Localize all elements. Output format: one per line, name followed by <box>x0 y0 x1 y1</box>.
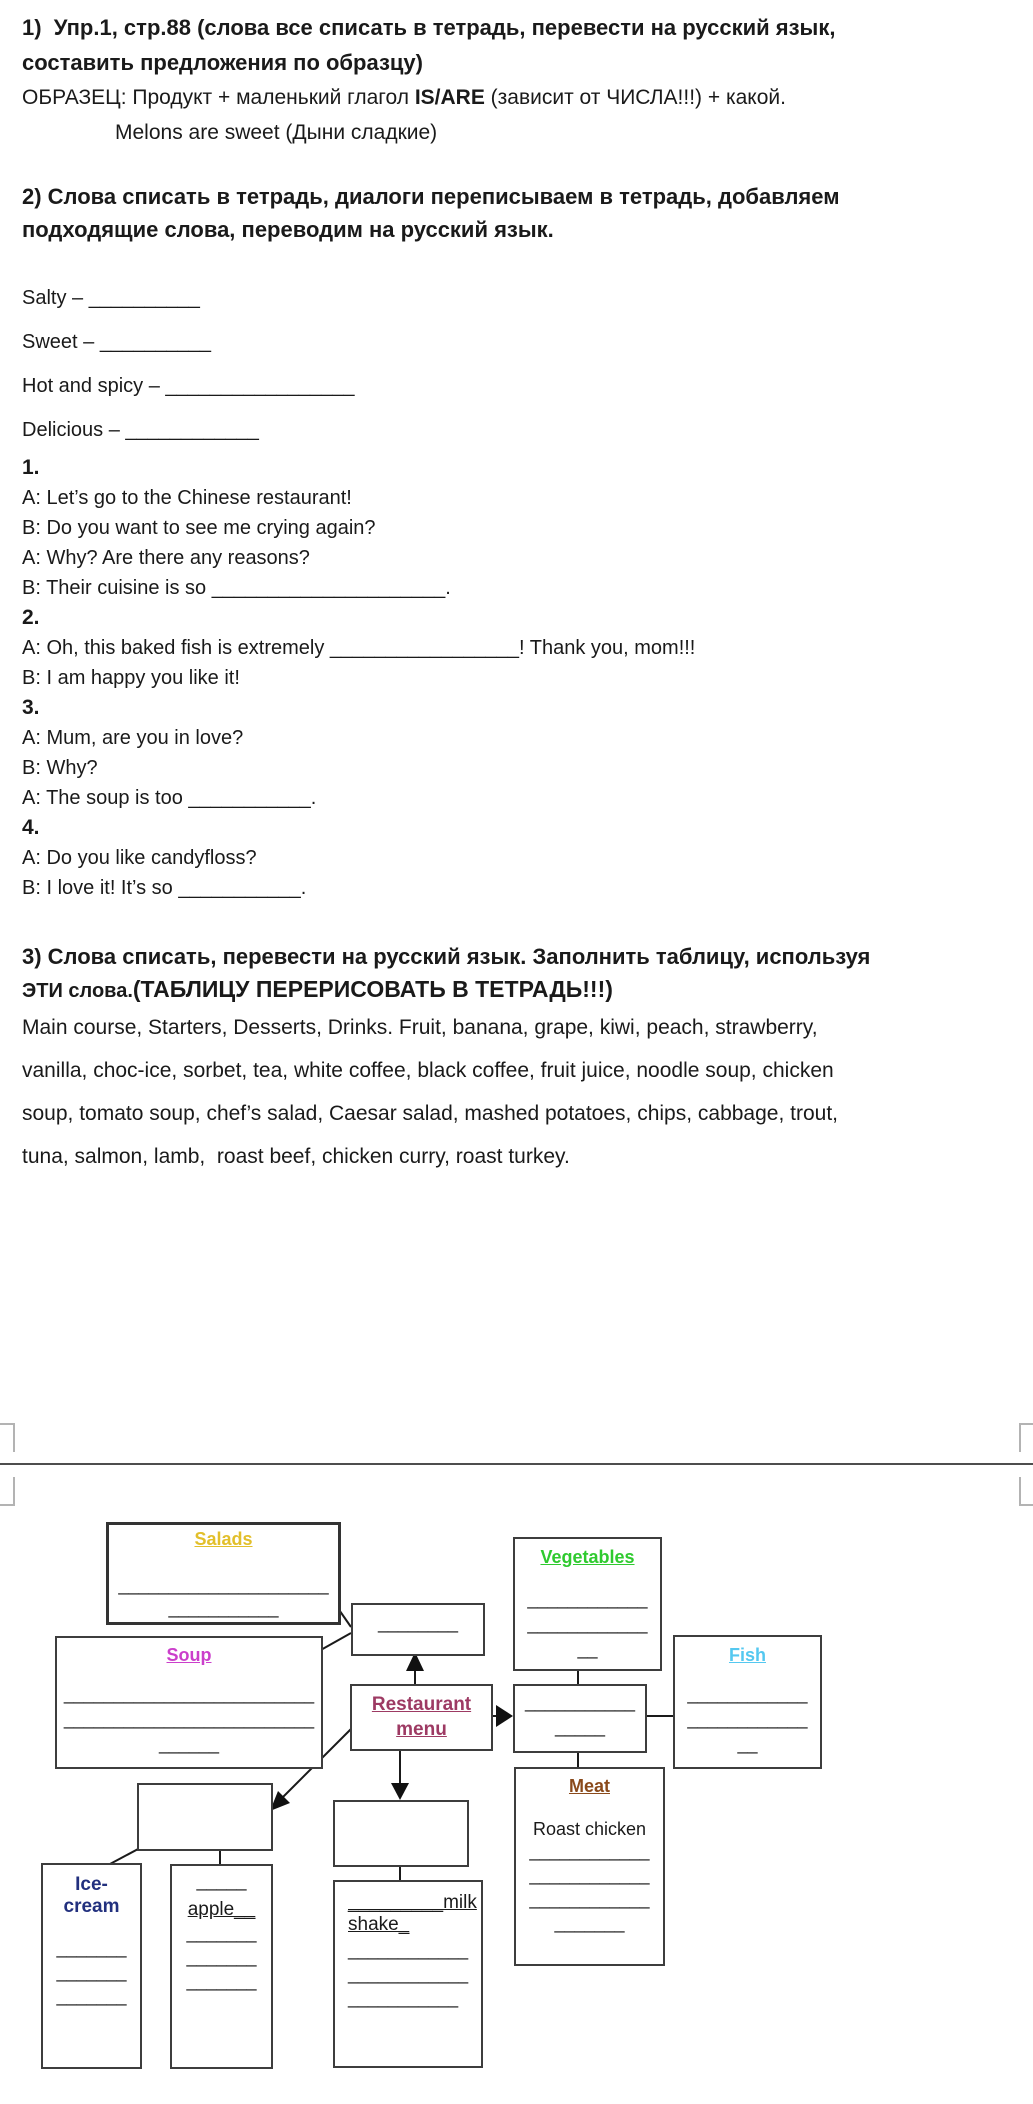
blank-line: ____________ <box>529 1865 650 1885</box>
dialog-number: 2. <box>22 606 40 629</box>
task1-heading <box>22 10 1023 150</box>
dialog-number: 4. <box>22 816 40 839</box>
blank-line: ____________ <box>348 1964 469 1984</box>
ice-cream-title-line2: cream <box>63 1896 120 1917</box>
sample-text-pre: ОБРАЗЕЦ: Продукт + маленький глагол <box>22 86 415 109</box>
blank-line: ____________ <box>529 1841 650 1861</box>
restaurant-menu-box <box>350 1684 493 1751</box>
dialog-number: 3. <box>22 696 40 719</box>
blank-line: ____________ <box>529 1889 650 1909</box>
blank-line: _______ <box>56 1962 127 1982</box>
apple-label: apple__ <box>187 1899 256 1920</box>
fish-box <box>673 1635 822 1769</box>
blank-line: __ <box>737 1734 758 1754</box>
word-list-line: tuna, salmon, lamb, roast beef, chicken curry, roast turkey. <box>22 1145 570 1168</box>
dialog-line: B: I love it! It’s so ___________. <box>22 877 307 899</box>
dialog-line: B: Why? <box>22 757 98 779</box>
meat-item-roast-chicken: Roast chicken <box>532 1819 647 1839</box>
blank-line: _______ <box>56 1986 127 2006</box>
blank-line: _______ <box>186 1971 257 1991</box>
task3-heading-line2 <box>22 973 1023 1009</box>
task3-warning: (ТАБЛИЦУ ПЕРЕРИСОВАТЬ В ТЕТРАДЬ!!!) <box>132 976 613 1002</box>
blank-line: _______ <box>186 1923 257 1943</box>
blank-line: __ <box>577 1639 598 1659</box>
soup-box <box>55 1636 323 1769</box>
unlabeled-box-desserts <box>137 1783 273 1851</box>
task1-sample-line <box>22 80 1023 115</box>
blank-line: ____________ <box>527 1589 648 1609</box>
blank-line: _________________________ <box>63 1709 315 1729</box>
blank-line: _______ <box>186 1947 257 1967</box>
task1-example-line: Melons are sweet (Дыни сладкие) <box>115 121 438 144</box>
task2-heading <box>22 180 1023 246</box>
dialogs-block <box>22 453 1023 903</box>
connector-line-soup <box>319 1633 351 1651</box>
dialog-line: A: Why? Are there any reasons? <box>22 547 310 569</box>
task2-heading-line2: подходящие слова, переводим на русский язык. <box>22 217 554 242</box>
restaurant-menu-title-line2: menu <box>396 1719 447 1740</box>
vocab-line-sweet: Sweet – __________ <box>22 331 212 353</box>
dialog-line: A: Do you like candyfloss? <box>22 847 257 869</box>
milk-shake-label-line1: _________milk <box>348 1892 477 1913</box>
meat-box <box>514 1767 665 1966</box>
arrow-diagonal-head-icon <box>270 1791 290 1811</box>
sample-text-bold: IS/ARE <box>414 86 485 109</box>
unlabeled-box-top <box>351 1603 485 1656</box>
blank-line: _______ <box>554 1913 625 1933</box>
vocab-list <box>22 276 1023 452</box>
blank-line: ______ <box>158 1734 220 1754</box>
soup-title: Soup <box>166 1645 212 1665</box>
fish-title: Fish <box>728 1645 766 1665</box>
blank-line: ___________ <box>524 1692 636 1712</box>
task3-emphasis: ЭТИ слова. <box>22 980 133 1002</box>
page-corner-mark <box>1019 1423 1033 1452</box>
page-corner-mark <box>0 1477 15 1506</box>
connector-line-icecream <box>110 1848 140 1864</box>
blank-line: _____ <box>554 1717 606 1737</box>
ice-cream-title-line1: Ice- <box>75 1874 108 1895</box>
word-list-line: soup, tomato soup, chef’s salad, Caesar salad, mashed potatoes, chips, cabbage, trout, <box>22 1102 838 1125</box>
arrow-down-head-icon <box>391 1783 409 1800</box>
blank-line: _________________________ <box>63 1684 315 1704</box>
task2-heading-line1: 2) Слова списать в тетрадь, диалоги переписываем в тетрадь, добавляем <box>22 184 840 209</box>
unlabeled-box-drinks <box>333 1800 469 1867</box>
page-corner-mark <box>1019 1477 1033 1506</box>
ice-cream-box <box>41 1863 142 2069</box>
dialog-line: A: Mum, are you in love? <box>22 727 244 749</box>
dialog-line: B: I am happy you like it! <box>22 667 240 689</box>
sample-text-post: (зависит от ЧИСЛА!!!) + какой. <box>484 86 786 109</box>
dialog-line: A: Let’s go to the Chinese restaurant! <box>22 487 352 509</box>
salads-box <box>106 1522 341 1625</box>
vocab-line-hot-and-spicy: Hot and spicy – _________________ <box>22 375 355 397</box>
salads-title: Salads <box>194 1529 253 1549</box>
vegetables-title: Vegetables <box>540 1547 635 1567</box>
blank-line: ____________ <box>527 1614 648 1634</box>
dialog-line: B: Their cuisine is so _____________________. <box>22 577 451 599</box>
blank-line: ____________ <box>348 1940 469 1960</box>
blank-line: _____________________ <box>118 1575 329 1595</box>
dialog-line: A: Oh, this baked fish is extremely _________________! Thank you, mom!!! <box>22 637 696 659</box>
unlabeled-box-middle <box>513 1684 647 1753</box>
task3-heading <box>22 940 1023 1009</box>
page-break-separator <box>0 1463 1033 1465</box>
arrow-right-head-icon <box>496 1705 513 1727</box>
restaurant-menu-title-line1: Restaurant <box>371 1694 472 1715</box>
blank-line: _____ <box>196 1871 247 1891</box>
dialog-line: B: Do you want to see me crying again? <box>22 517 376 539</box>
word-list-line: vanilla, choc-ice, sorbet, tea, white coffee, black coffee, fruit juice, noodle soup, chicken <box>22 1059 834 1082</box>
blank-line: ____________ <box>687 1684 808 1704</box>
dialog-line: A: The soup is too ___________. <box>22 787 317 809</box>
meat-title: Meat <box>568 1776 610 1796</box>
task1-heading-line1: 1) Упр.1, стр.88 (слова все списать в тетрадь, перевести на русский язык, <box>22 15 836 40</box>
dialog-number: 1. <box>22 456 40 479</box>
blank-line: ________ <box>377 1613 459 1633</box>
milk-shake-box <box>333 1880 483 2068</box>
blank-line: ___________ <box>168 1598 279 1618</box>
vegetables-box <box>513 1537 662 1671</box>
vocab-line-delicious: Delicious – ____________ <box>22 419 259 441</box>
milk-shake-label-line2: shake_ <box>348 1914 410 1935</box>
page-corner-mark <box>0 1423 15 1452</box>
word-list <box>22 1006 1023 1178</box>
blank-line: _______ <box>56 1938 127 1958</box>
apple-box <box>170 1864 273 2069</box>
task1-heading-line2: составить предложения по образцу) <box>22 50 423 75</box>
task3-heading-line1: 3) Слова списать, перевести на русский язык. Заполнить таблицу, используя <box>22 944 871 969</box>
word-list-line: Main course, Starters, Desserts, Drinks. Fruit, banana, grape, kiwi, peach, strawberry, <box>22 1016 818 1039</box>
vocab-line-salty: Salty – __________ <box>22 287 200 309</box>
blank-line: ____________ <box>687 1709 808 1729</box>
blank-line: ___________ <box>348 1988 459 2008</box>
